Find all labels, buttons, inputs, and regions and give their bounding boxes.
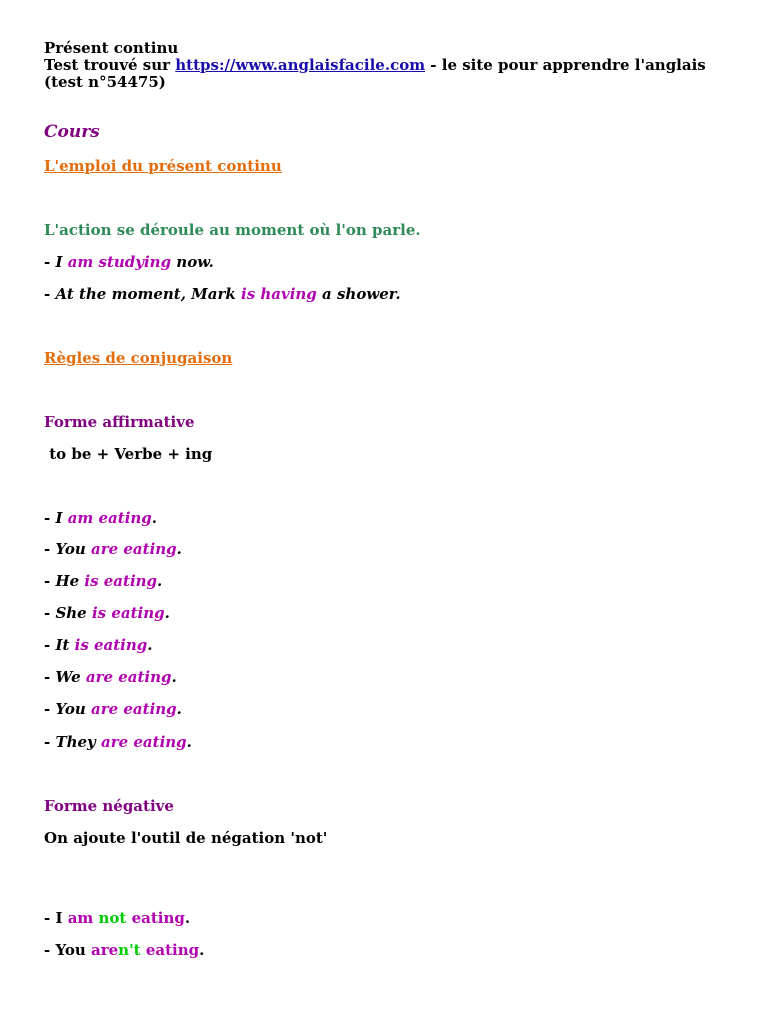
example-verb: are eating: [91, 700, 177, 718]
document-header: [44, 40, 728, 91]
example-negation: not: [98, 909, 127, 927]
example-verb: eating: [126, 909, 185, 927]
emploi-example: [44, 285, 401, 303]
emploi-heading: L'emploi du présent continu: [44, 157, 282, 175]
source-prefix: Test trouvé sur: [44, 56, 176, 74]
example-prefix: - They: [44, 733, 101, 751]
example-prefix: - She: [44, 604, 92, 622]
example-aux: am: [67, 909, 99, 927]
negative-example: [44, 909, 190, 927]
emploi-rule: L'action se déroule au moment où l'on parle.: [44, 221, 421, 239]
negative-heading: Forme négative: [44, 797, 174, 815]
affirmative-example: [44, 636, 153, 654]
example-suffix: .: [147, 636, 153, 654]
affirmative-example: [44, 668, 177, 686]
affirmative-formula: to be + Verbe + ing: [44, 445, 213, 463]
negative-rule: On ajoute l'outil de négation 'not': [44, 829, 328, 847]
affirmative-heading: Forme affirmative: [44, 413, 195, 431]
example-prefix: - You: [44, 540, 91, 558]
affirmative-example: [44, 572, 162, 590]
example-verb: is having: [241, 285, 317, 303]
example-prefix: - You: [44, 941, 91, 959]
regles-heading: Règles de conjugaison: [44, 349, 233, 367]
example-negation: n't: [118, 941, 141, 959]
example-verb: am studying: [67, 253, 172, 271]
example-prefix: - We: [44, 668, 86, 686]
example-prefix: - At the moment, Mark: [44, 285, 241, 303]
document-title: Présent continu: [44, 39, 179, 57]
example-suffix: .: [157, 572, 163, 590]
example-verb: is eating: [91, 604, 165, 622]
example-verb: are eating: [101, 733, 187, 751]
example-suffix: .: [176, 700, 182, 718]
source-line: [44, 57, 728, 91]
example-suffix: now.: [171, 253, 214, 271]
affirmative-example: [44, 509, 157, 527]
example-verb: eating: [140, 941, 200, 959]
source-link[interactable]: https://www.anglaisfacile.com: [175, 56, 426, 74]
example-verb: is eating: [84, 572, 158, 590]
emploi-example: [44, 253, 214, 271]
example-suffix: .: [184, 909, 191, 927]
example-prefix: - He: [44, 572, 85, 590]
example-suffix: .: [176, 540, 182, 558]
example-verb: are eating: [85, 668, 172, 686]
example-prefix: - I: [44, 509, 68, 527]
example-aux: are: [91, 941, 119, 959]
negative-example: [44, 941, 204, 959]
example-verb: is eating: [74, 636, 148, 654]
example-prefix: - You: [44, 700, 91, 718]
example-suffix: .: [171, 668, 177, 686]
affirmative-example: [44, 604, 170, 622]
affirmative-example: [44, 733, 192, 751]
source-suffix: - le site pour apprendre l'anglais (test n°54475): [44, 56, 706, 91]
example-prefix: - I: [44, 909, 68, 927]
example-verb: are eating: [91, 540, 177, 558]
example-verb: am eating: [67, 509, 152, 527]
affirmative-example: [44, 700, 182, 718]
cours-heading: Cours: [44, 122, 100, 142]
example-suffix: .: [151, 509, 158, 527]
example-prefix: - It: [44, 636, 75, 654]
affirmative-example: [44, 540, 182, 558]
example-suffix: a shower.: [316, 285, 401, 303]
example-suffix: .: [164, 604, 170, 622]
example-suffix: .: [186, 733, 192, 751]
example-suffix: .: [199, 941, 205, 959]
example-prefix: - I: [44, 253, 68, 271]
